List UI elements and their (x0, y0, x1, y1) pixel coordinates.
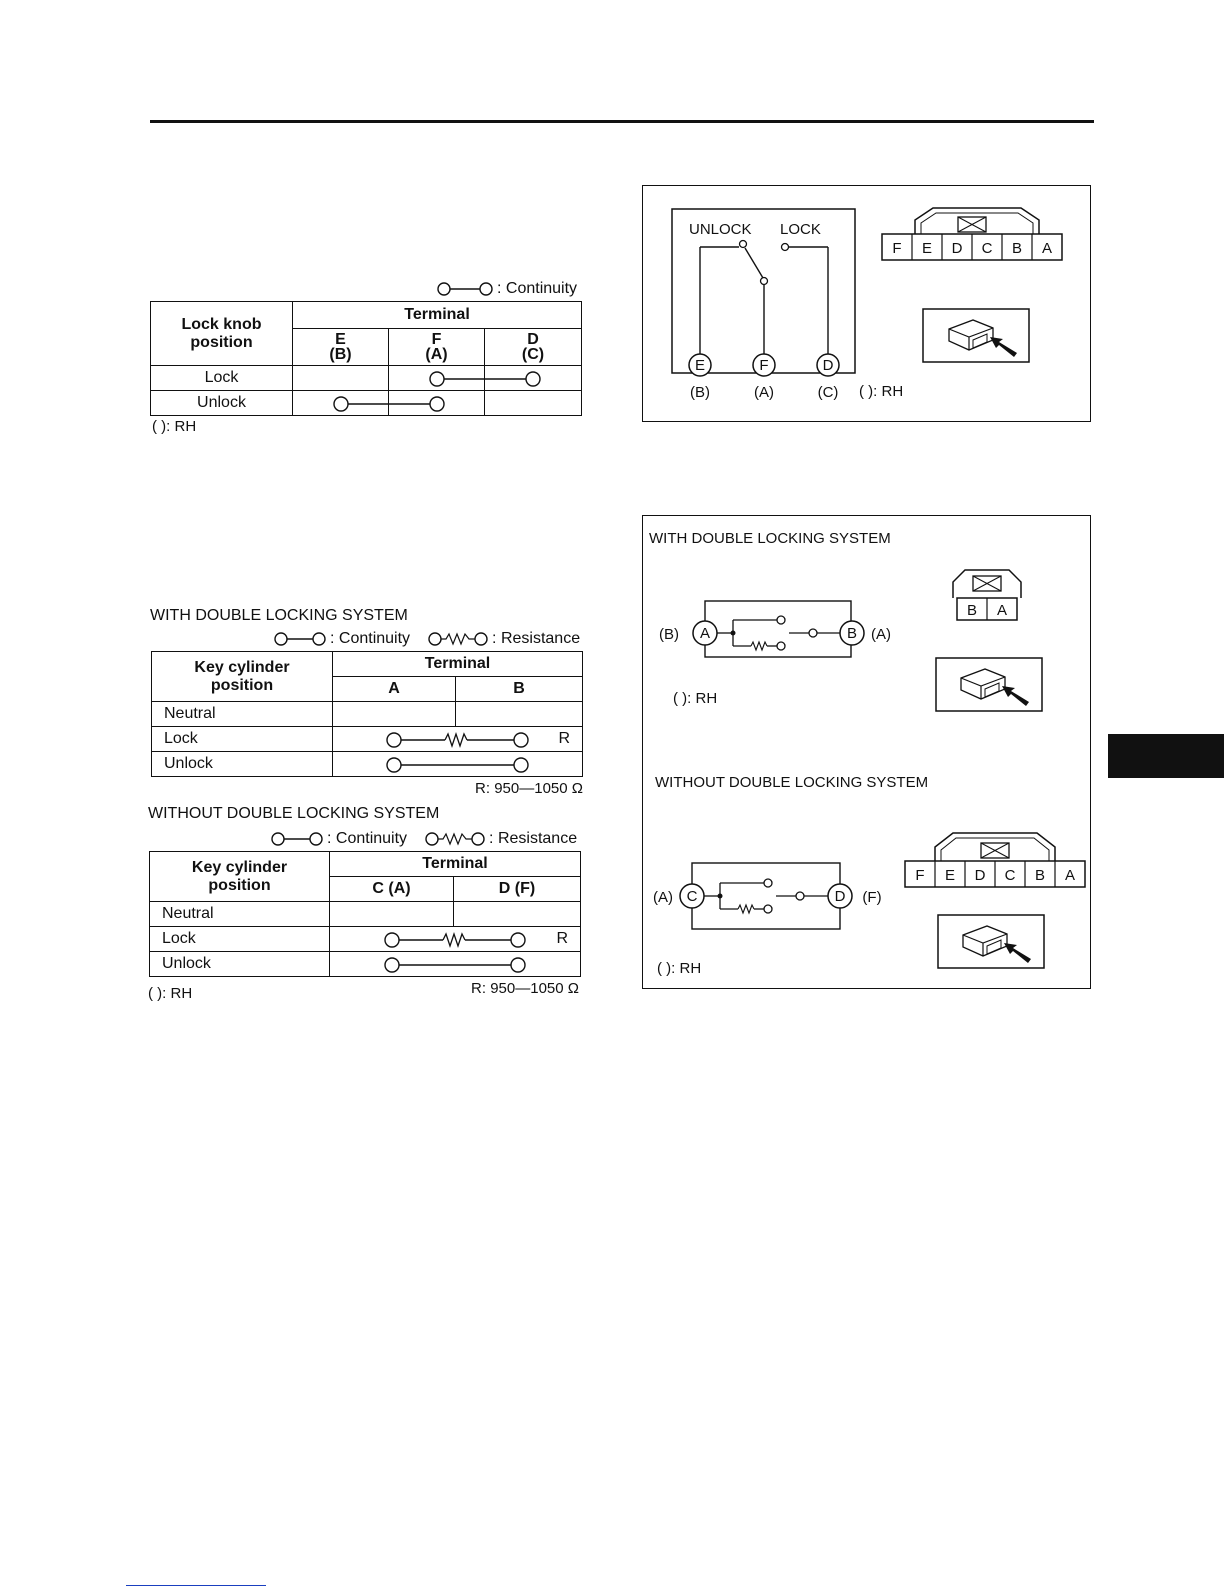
resistance-mark-a-b (333, 727, 583, 752)
resistance-range-note: R: 950—1050 Ω (475, 780, 583, 797)
svg-text:C: C (981, 240, 993, 257)
svg-text:C: C (686, 888, 698, 905)
svg-text:(B): (B) (659, 626, 679, 643)
rh-note-3: ( ): RH (148, 985, 193, 1002)
row-label-neutral: Neutral (150, 902, 330, 927)
connector-2pin-icon (953, 570, 1021, 620)
resistance-r-mark: R (558, 730, 570, 747)
continuity-legend (437, 280, 577, 298)
row-label-lock: Lock (151, 366, 293, 391)
terminal-header: Terminal (330, 852, 581, 877)
continuity-mark-a-b (333, 752, 583, 777)
key-cylinder-switch-diagram (643, 516, 1092, 990)
without-rh-note: ( ): RH (657, 960, 702, 977)
terminal-header: Terminal (293, 302, 582, 329)
svg-text:E: E (944, 867, 956, 884)
continuity-symbol (437, 281, 493, 297)
with-double-circuit (659, 601, 891, 657)
row-label-lock: Lock (150, 927, 330, 952)
with-double-heading: WITH DOUBLE LOCKING SYSTEM (150, 607, 408, 624)
row-label-lock: Lock (152, 727, 333, 752)
with-rh-note: ( ): RH (673, 690, 718, 707)
connector-view-icon (923, 309, 1029, 362)
with-double-legend: : Continuity : Resistance (274, 630, 580, 648)
svg-text:(A): (A) (871, 626, 891, 643)
svg-text:E: E (921, 240, 933, 257)
rh-note: ( ): RH (859, 383, 904, 400)
continuity-symbol (274, 631, 326, 647)
svg-text:C: C (1004, 867, 1016, 884)
terminal-col-f: F (A) (389, 329, 485, 366)
resistance-range-note: R: 950—1050 Ω (471, 980, 579, 997)
terminal-col-c: C (A) (330, 877, 454, 902)
continuity-legend-label: : Continuity (497, 280, 578, 297)
without-double-table (149, 851, 581, 977)
rh-note-1: ( ): RH (152, 418, 197, 435)
section-tab-marker (1108, 734, 1224, 778)
row-label-unlock: Unlock (150, 952, 330, 977)
resistance-symbol (428, 631, 488, 647)
resistance-symbol (425, 831, 485, 847)
key-cylinder-row-header: Key cylinder position (152, 652, 333, 702)
svg-text:(C): (C) (817, 384, 839, 401)
svg-text:(B): (B) (690, 384, 710, 401)
without-double-heading: WITHOUT DOUBLE LOCKING SYSTEM (148, 805, 440, 822)
terminal-header: Terminal (333, 652, 583, 677)
terminal-col-d: D (F) (454, 877, 581, 902)
svg-text:A: A (996, 602, 1008, 619)
without-double-legend: : Continuity : Resistance (271, 830, 577, 848)
without-double-circuit (653, 863, 882, 929)
unlock-label: UNLOCK (689, 221, 752, 238)
row-label-unlock: Unlock (152, 752, 333, 777)
svg-text:(A): (A) (754, 384, 774, 401)
svg-text:A: A (1064, 867, 1076, 884)
terminal-col-d: D (C) (485, 329, 582, 366)
svg-text:B: B (846, 625, 858, 642)
key-cylinder-row-header: Key cylinder position (150, 852, 330, 902)
resistance-r-mark: R (556, 930, 568, 947)
svg-text:B: B (1011, 240, 1023, 257)
key-cylinder-switch-figure (642, 515, 1091, 989)
row-label-unlock: Unlock (151, 391, 293, 416)
row-label-neutral: Neutral (152, 702, 333, 727)
resistance-mark-c-d (330, 927, 580, 952)
continuity-mark-c-d (330, 952, 580, 977)
svg-text:D: D (834, 888, 846, 905)
svg-text:F: F (892, 240, 902, 257)
svg-text:D: D (974, 867, 986, 884)
connector-6pin-icon (905, 833, 1085, 887)
terminal-col-e: E (B) (293, 329, 389, 366)
lock-knob-switch-figure (642, 185, 1091, 422)
terminal-col-a: A (333, 677, 456, 702)
svg-text:(A): (A) (653, 889, 673, 906)
lock-label: LOCK (780, 221, 821, 238)
continuity-symbol (271, 831, 323, 847)
svg-text:F: F (915, 867, 925, 884)
fig-without-double-heading: WITHOUT DOUBLE LOCKING SYSTEM (655, 774, 929, 791)
svg-text:A: A (1041, 240, 1053, 257)
lock-knob-row-header: Lock knob position (151, 302, 293, 366)
svg-text:F: F (759, 357, 769, 374)
svg-text:E: E (694, 357, 706, 374)
terminal-col-b: B (456, 677, 583, 702)
fig-with-double-heading: WITH DOUBLE LOCKING SYSTEM (649, 530, 891, 547)
svg-text:(F): (F) (862, 889, 882, 906)
connector-view-icon (938, 915, 1044, 968)
svg-text:A: A (699, 625, 711, 642)
lock-knob-table (150, 301, 582, 416)
connector-view-icon (936, 658, 1042, 711)
lock-knob-switch-diagram (643, 186, 1092, 423)
svg-text:B: B (966, 602, 978, 619)
svg-text:D: D (822, 357, 834, 374)
header-rule (150, 120, 1094, 123)
svg-text:D: D (951, 240, 963, 257)
svg-text:B: B (1034, 867, 1046, 884)
with-double-table (151, 651, 583, 777)
connector-6pin-icon (882, 208, 1062, 260)
